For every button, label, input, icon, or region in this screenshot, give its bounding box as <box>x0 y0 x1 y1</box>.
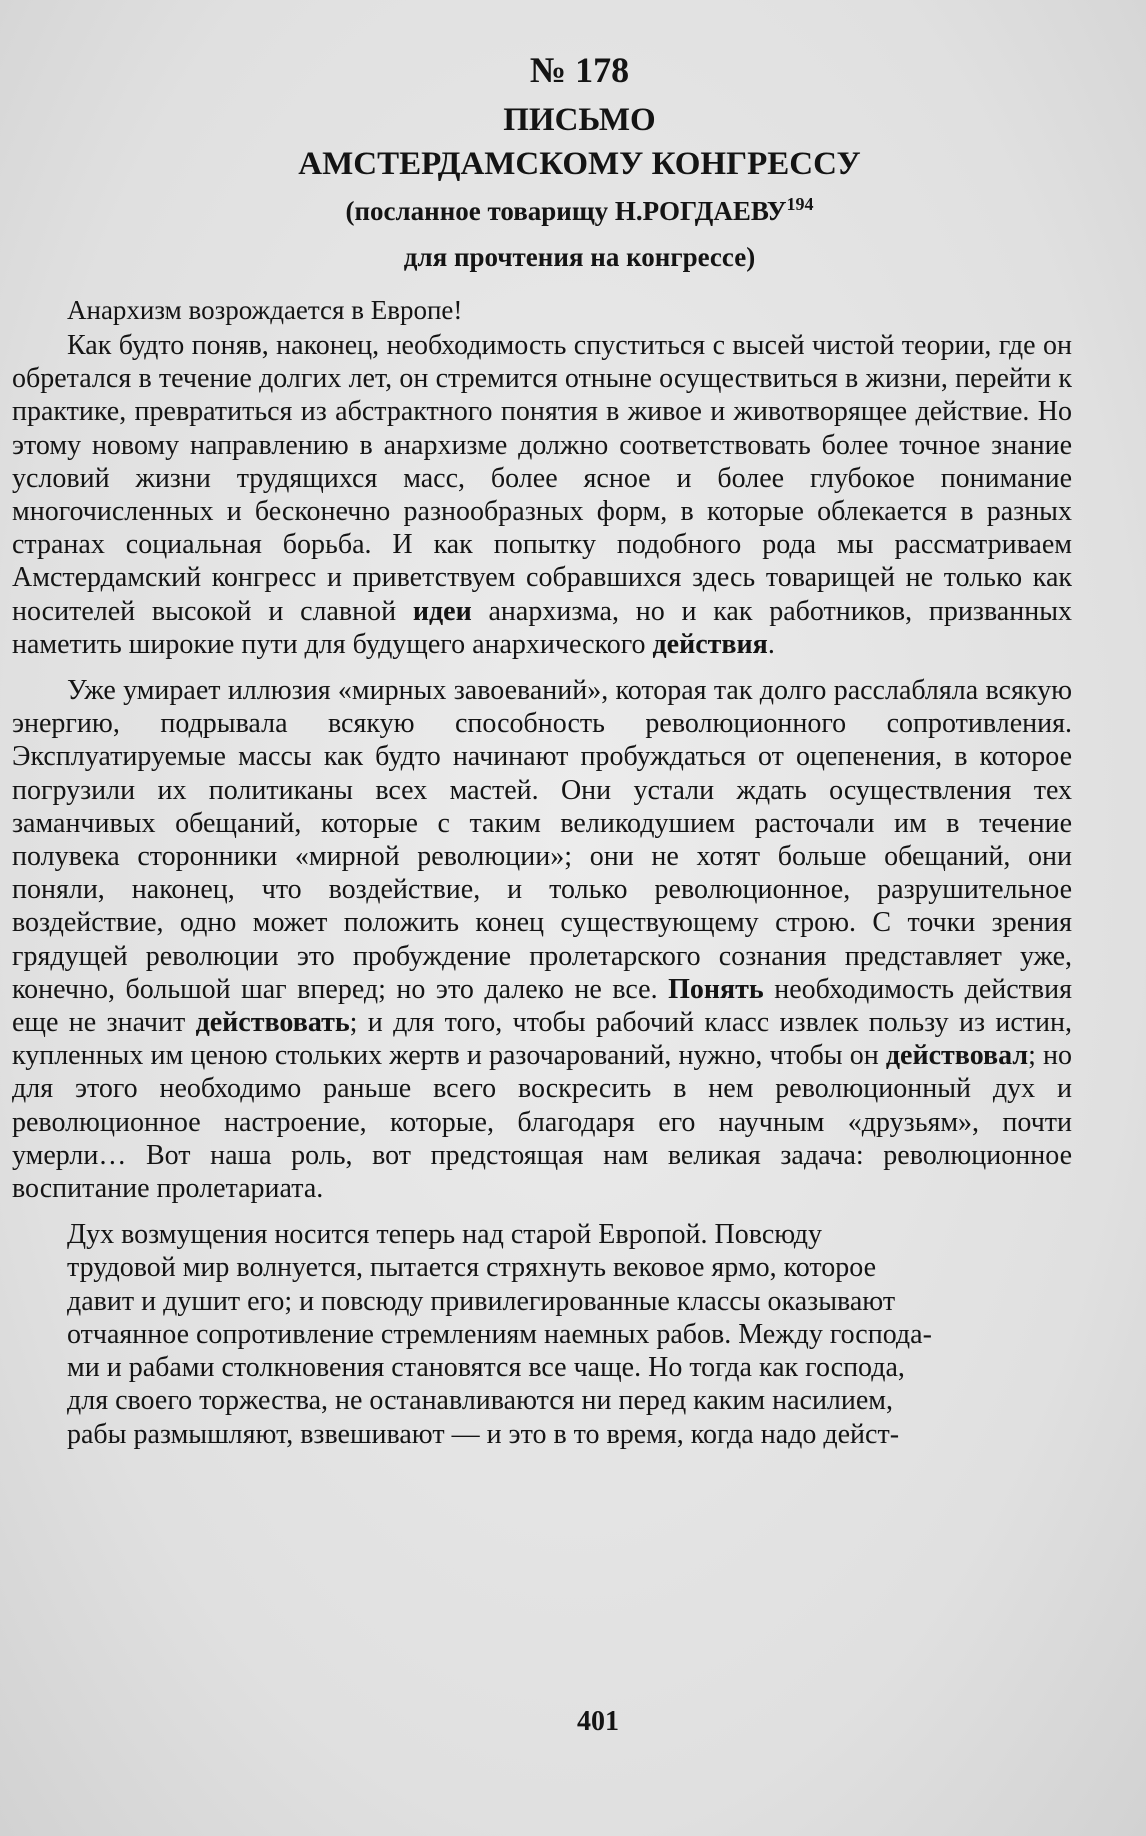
document-title <box>87 98 1072 186</box>
footnote-ref: 194 <box>786 194 814 214</box>
document-subtitle <box>87 188 1072 280</box>
paragraph-1 <box>12 329 1072 661</box>
lead-sentence: Анархизм возрождается в Европе! <box>67 295 463 325</box>
emphasis-understand: Понять <box>668 973 764 1005</box>
paragraph-2 <box>12 674 1072 1205</box>
paragraph-3-line: давит и душит его; и повсюду привилегированные классы оказывают <box>67 1285 896 1317</box>
paragraph-1-text-a: Как будто поняв, наконец, необходимость спуститься с высей чистой теории, где он обретался в течение долгих лет, он стремится отныне осуществиться в жизни, перейти к практике, превратиться из абстрактного понятия в живое и животворящее действие. Но этому новому направлению в анархизме должно соответствовать более точное знание условий жизни трудящихся масс, более ясное и более глубокое понимание многочисленных и бесконечно разнообразных форм, в которые облекается в разных странах социальная борьба. И как попытку подобного рода мы рассматриваем Амстердамский конгресс и приветствуем собравшихся здесь товарищей не только как носителей высокой и славной <box>12 330 1072 627</box>
paragraph-1-text-c: . <box>767 628 775 660</box>
paragraph-3-line: Дух возмущения носится теперь над старой Европой. Повсюду <box>67 1219 822 1251</box>
emphasis-acted: действовал <box>885 1040 1029 1072</box>
page-content <box>12 50 1072 1464</box>
document-number: № 178 <box>529 50 630 90</box>
paragraph-2-text-d: ; но для этого необходимо раньше всего воскресить в нем революционный дух и революционное настроение, которые, благодаря его научным «друзьям», почти умерли… Вот наша роль, вот предстоящая нам великая задача: революционное воспитание пролетариата. <box>12 1040 1073 1205</box>
paragraph-2-text-c: ; и для того, чтобы рабочий класс извлек пользу из истин, купленных им ценою стольких жертв и разочарований, нужно, чтобы он <box>12 1007 1073 1072</box>
subtitle-line-1-text: (посланное товарищу Н.РОГДАЕВУ <box>345 196 787 226</box>
paragraph-3 <box>12 1218 1072 1450</box>
paragraph-1-text-b: анархизма, но и как работников, призванных наметить широкие пути для будущего анархического <box>12 595 1072 660</box>
paragraph-3-line: трудовой мир волнуется, пытается стряхнуть вековое ярмо, которое <box>67 1252 877 1284</box>
paragraph-3-line: ми и рабами столкновения становятся все чаще. Но тогда как господа, <box>67 1352 905 1384</box>
paragraph-3-line: для своего торжества, не останавливаются ни перед каким насилием, <box>67 1385 894 1417</box>
subtitle-line-1 <box>87 188 1072 234</box>
emphasis-to-act: действовать <box>195 1007 350 1039</box>
title-line-2: АМСТЕРДАМСКОМУ КОНГРЕССУ <box>298 146 861 182</box>
title-line-1: ПИСЬМО <box>503 102 656 138</box>
paragraph-3-line: отчаянное сопротивление стремлениям наемных рабов. Между господа- <box>67 1318 932 1350</box>
emphasis-idea: идеи <box>412 595 472 627</box>
paragraph-2-text-a: Уже умирает иллюзия «мирных завоеваний», которая так долго расслабляла всякую энергию, подрывала всякую способность революционного сопротивления. Эксплуатируемые массы как будто начинают пробуждаться от оцепенения, в которое погрузили их политиканы всех мастей. Они устали ждать осуществления тех заманчивых обещаний, которые с таким великодушием расточали им в течение полувека сторонники «мирной революции»; они не хотят больше обещаний, они поняли, наконец, что воздействие, и только революционное, разрушительное воздействие, одно может положить конец существующему строю. С точки зрения грядущей революции это пробуждение пролетарского сознания представляет уже, конечно, большой шаг вперед; но это далеко не все. <box>12 675 1072 1005</box>
paragraph-2-text-b: необходимость действия еще не значит <box>12 973 1072 1039</box>
emphasis-action: действия <box>652 628 768 660</box>
subtitle-line-2: для прочтения на конгрессе) <box>403 242 756 272</box>
page-number: 401 <box>577 1706 619 1737</box>
paragraph-3-line: рабы размышляют, взвешивают — и это в то время, когда надо дейст- <box>67 1418 900 1450</box>
